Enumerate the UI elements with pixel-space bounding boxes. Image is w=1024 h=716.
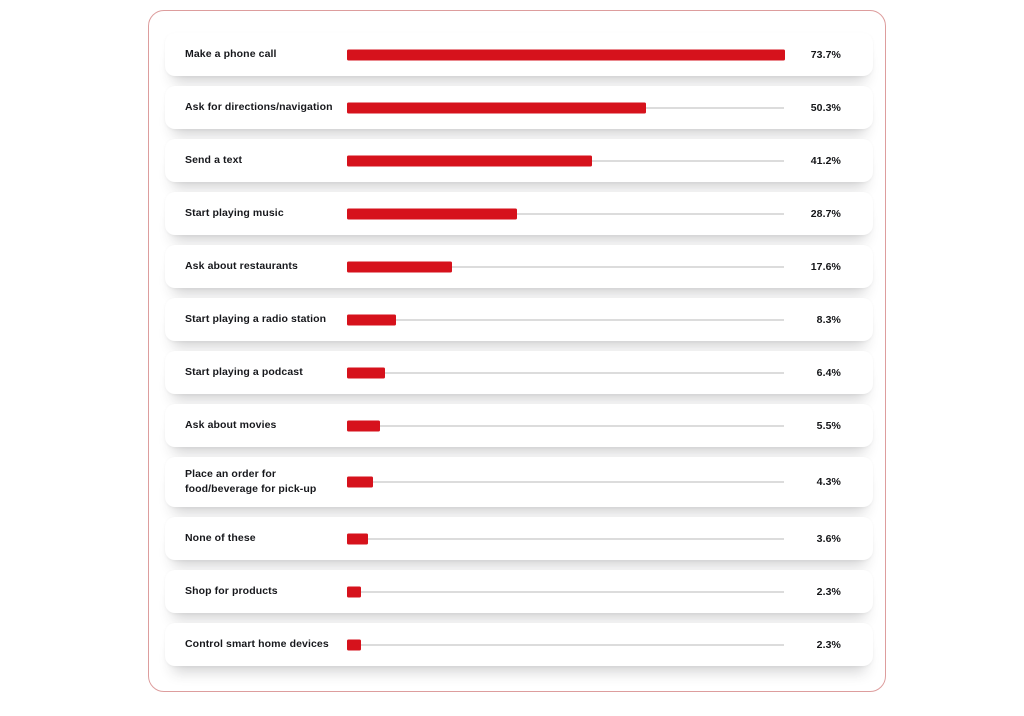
bar-track: [347, 476, 787, 489]
bar-label: Ask about restaurants: [185, 260, 298, 272]
bar-value: 41.2%: [810, 154, 841, 167]
bar-track-line: [347, 644, 784, 646]
bar-label: Shop for products: [185, 585, 278, 597]
bar-fill: [347, 208, 517, 219]
bar-label: Start playing a radio station: [185, 313, 327, 325]
bar-label: Send a text: [185, 154, 243, 166]
bar-track: [347, 154, 787, 167]
bar-row: [165, 457, 873, 507]
bar-track: [347, 48, 787, 61]
bar-track: [347, 366, 787, 379]
bar-track-line: [347, 319, 784, 321]
bar-fill: [347, 367, 385, 378]
bar-value: 17.6%: [810, 260, 841, 273]
bar-value: 4.3%: [816, 476, 841, 488]
bar-row: [165, 351, 873, 394]
bar-track-line: [347, 372, 784, 374]
bar-row: [165, 33, 873, 76]
bar-fill: [347, 314, 396, 325]
bar-label: Start playing a podcast: [185, 366, 303, 378]
bar-label: Ask about movies: [185, 419, 277, 431]
bar-row: [165, 517, 873, 560]
bar-value: 5.5%: [816, 419, 841, 432]
bar-row: [165, 86, 873, 129]
bar-track: [347, 585, 787, 598]
bar-track: [347, 638, 787, 651]
bar-fill: [347, 477, 373, 488]
bar-row: [165, 298, 873, 341]
bar-value: 6.4%: [816, 366, 841, 379]
bar-fill: [347, 155, 592, 166]
bar-track: [347, 532, 787, 545]
bar-fill: [347, 639, 361, 650]
bar-value: 73.7%: [810, 48, 841, 61]
bar-fill: [347, 49, 785, 60]
bar-value: 8.3%: [816, 313, 841, 326]
bar-row: [165, 404, 873, 447]
bar-chart: [165, 33, 873, 666]
bar-label: Ask for directions/navigation: [185, 101, 333, 113]
bar-fill: [347, 420, 380, 431]
bar-value: 3.6%: [816, 532, 841, 545]
bar-track-line: [347, 481, 784, 483]
bar-label: Place an order for food/beverage for pick-up: [185, 468, 317, 495]
bar-fill: [347, 261, 452, 272]
bar-row: [165, 192, 873, 235]
bar-track-line: [347, 591, 784, 593]
bar-row: [165, 139, 873, 182]
bar-value: 50.3%: [810, 101, 841, 114]
bar-fill: [347, 586, 361, 597]
bar-label: Make a phone call: [185, 48, 277, 60]
bar-track: [347, 260, 787, 273]
bar-fill: [347, 102, 646, 113]
bar-row: [165, 245, 873, 288]
bar-row: [165, 623, 873, 666]
bar-track: [347, 101, 787, 114]
bar-track: [347, 207, 787, 220]
bar-row: [165, 570, 873, 613]
bar-track: [347, 313, 787, 326]
bar-track-line: [347, 538, 784, 540]
bar-label: Control smart home devices: [185, 638, 329, 650]
chart-panel: [148, 10, 886, 692]
bar-fill: [347, 533, 368, 544]
bar-label: Start playing music: [185, 207, 284, 219]
bar-value: 2.3%: [816, 585, 841, 598]
bar-label: None of these: [185, 532, 256, 544]
bar-track-line: [347, 425, 784, 427]
bar-track: [347, 419, 787, 432]
bar-value: 28.7%: [810, 207, 841, 220]
bar-value: 2.3%: [816, 638, 841, 651]
